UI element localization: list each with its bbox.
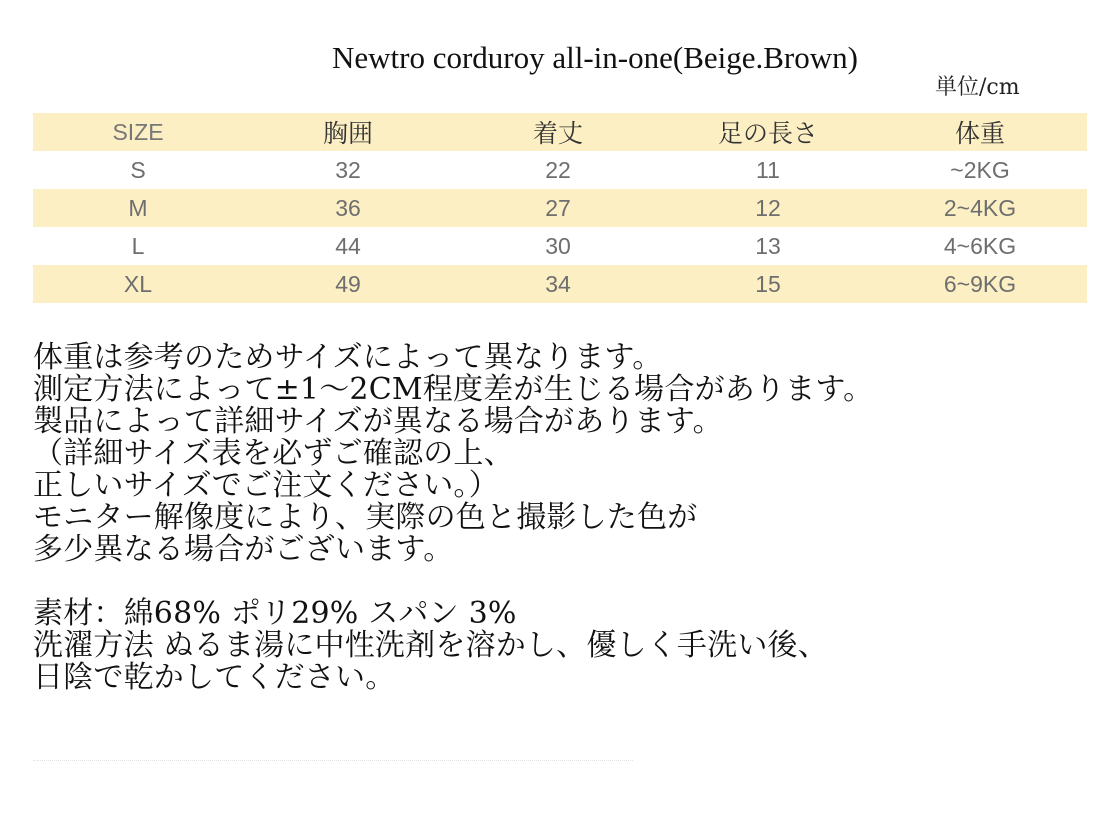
cell-length: 34 <box>545 270 571 297</box>
cell-length: 27 <box>545 194 571 221</box>
cell-leg-length: 11 <box>756 156 780 183</box>
material-line: 素材：綿68% ポリ29% スパン 3% <box>33 596 517 631</box>
note-line: 多少異なる場合がございます。 <box>33 532 454 567</box>
note-line: 体重は参考のためサイズによって異なります。 <box>33 340 663 375</box>
cell-weight: 2~4KG <box>943 194 1017 221</box>
header-size: SIZE <box>112 118 164 145</box>
cell-chest: 36 <box>335 194 361 221</box>
divider <box>33 760 633 763</box>
cell-size: L <box>131 232 145 259</box>
table-row <box>33 265 1087 303</box>
header-length: 着丈 <box>532 119 583 148</box>
unit-label: 単位/cm <box>935 75 1020 100</box>
cell-leg-length: 15 <box>755 270 781 297</box>
note-line: （詳細サイズ表を必ずご確認の上、 <box>33 436 514 471</box>
cell-chest: 44 <box>335 232 361 259</box>
note-line: 測定方法によって±1～2CM程度差が生じる場合があります。 <box>33 372 874 407</box>
cell-weight: 4~6KG <box>943 232 1017 259</box>
cell-weight: 6~9KG <box>943 270 1017 297</box>
washing-line: 日陰で乾かしてください。 <box>33 660 396 695</box>
product-notes <box>33 342 1093 694</box>
washing-line: 洗濯方法 ぬるま湯に中性洗剤を溶かし、優しく手洗い後、 <box>33 628 828 663</box>
cell-length: 22 <box>545 156 571 183</box>
note-line: モニター解像度により、実際の色と撮影した色が <box>33 500 698 535</box>
product-title: Newtro corduroy all-in-one(Beige.Brown) <box>332 40 858 75</box>
cell-length: 30 <box>545 232 571 259</box>
cell-size: M <box>128 194 148 221</box>
cell-leg-length: 12 <box>755 194 781 221</box>
size-chart-table <box>33 113 1087 303</box>
cell-leg-length: 13 <box>755 232 781 259</box>
cell-size: XL <box>123 270 153 297</box>
header-chest: 胸囲 <box>322 119 373 148</box>
table-header-row <box>33 113 1087 151</box>
cell-weight: ~2KG <box>950 156 1010 183</box>
cell-chest: 49 <box>335 270 361 297</box>
cell-chest: 32 <box>335 156 361 183</box>
note-line: 正しいサイズでご注文ください。） <box>33 468 499 503</box>
header-leg-length: 足の長さ <box>717 119 818 148</box>
table-row <box>33 227 1087 265</box>
table-row <box>33 189 1087 227</box>
header-weight: 体重 <box>954 119 1005 148</box>
table-row <box>33 151 1087 189</box>
note-spacer <box>33 566 1093 598</box>
note-line: 製品によって詳細サイズが異なる場合があります。 <box>33 404 723 439</box>
cell-size: S <box>130 156 146 183</box>
